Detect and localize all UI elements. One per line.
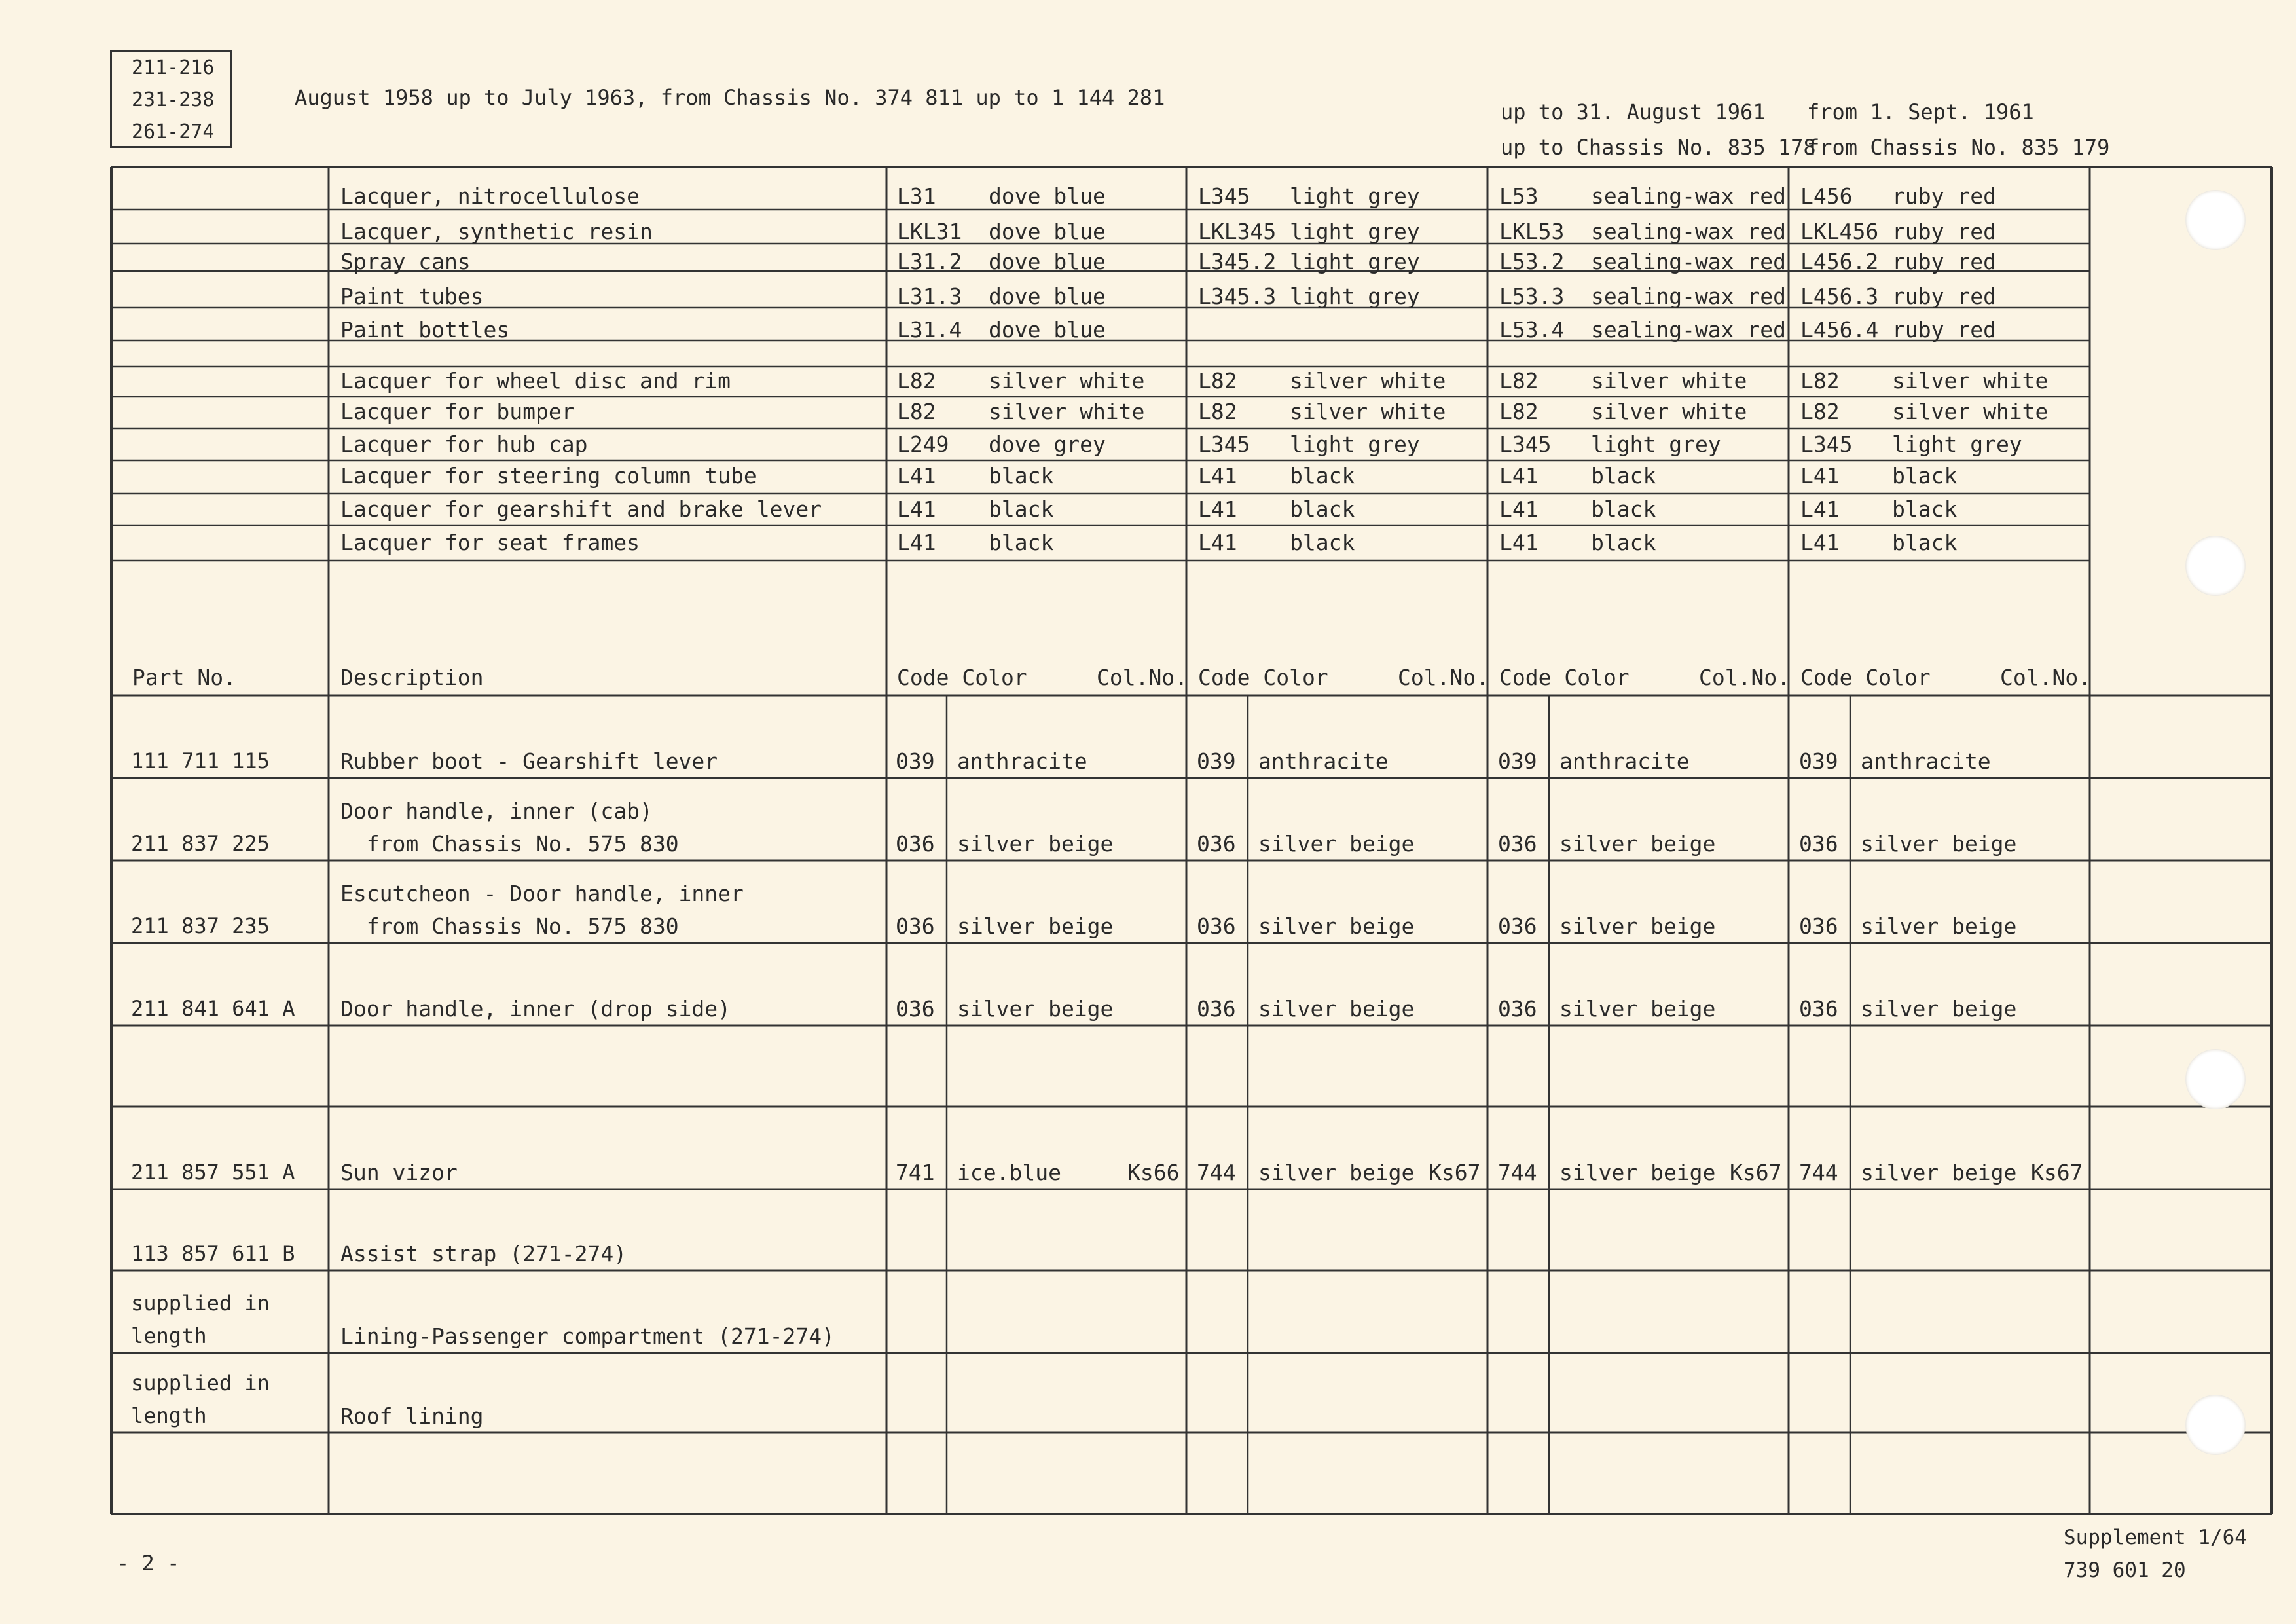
part-description: Assist strap (271-274)	[340, 1241, 627, 1266]
punch-hole	[2185, 536, 2246, 596]
period-heading: August 1958 up to July 1963, from Chassis No. 374 811 up to 1 144 281	[295, 85, 1165, 110]
lacquer-description: Lacquer for gearshift and brake lever	[340, 496, 822, 522]
punch-hole	[2185, 1395, 2246, 1455]
lacquer-code: L53.4	[1499, 317, 1565, 342]
color-name: anthracite	[957, 748, 1087, 774]
color-code: 036	[1197, 996, 1236, 1022]
lacquer-code: L345	[1499, 432, 1552, 457]
color-name: anthracite	[1559, 748, 1690, 774]
lacquer-code: L41	[1198, 496, 1237, 522]
lacquer-color: silver white	[1591, 399, 1747, 424]
lacquer-code: L41	[897, 463, 936, 489]
lacquer-code: L41	[1800, 530, 1840, 555]
part-number: supplied in	[131, 1371, 270, 1395]
part-number: length	[131, 1323, 207, 1348]
lacquer-color: ruby red	[1892, 249, 1996, 274]
color-code: 036	[1498, 913, 1537, 939]
color-number: Ks67	[1429, 1160, 1481, 1185]
color-name: silver beige	[1861, 1160, 2017, 1185]
punch-hole	[2185, 1049, 2246, 1109]
color-name: silver beige	[1258, 1160, 1415, 1185]
lacquer-color: black	[1591, 530, 1656, 555]
color-code: 741	[896, 1160, 935, 1185]
color-name: silver beige	[1861, 913, 2017, 939]
color-name: silver beige	[1258, 996, 1415, 1022]
page-number: - 2 -	[117, 1551, 180, 1576]
lacquer-code: L31.4	[897, 317, 962, 342]
color-code: 036	[1498, 996, 1537, 1022]
lacquer-code: L345.3	[1198, 284, 1277, 309]
lacquer-code: L82	[1499, 368, 1539, 394]
lacquer-color: black	[989, 463, 1054, 489]
lacquer-color: sealing-wax red	[1591, 249, 1787, 274]
lacquer-code: LKL53	[1499, 219, 1565, 244]
lacquer-code: LKL345	[1198, 219, 1277, 244]
lacquer-color: ruby red	[1892, 284, 1996, 309]
lacquer-code: L31.2	[897, 249, 962, 274]
lacquer-code: L82	[1800, 368, 1840, 394]
part-number: length	[131, 1403, 207, 1428]
color-name: ice.blue	[957, 1160, 1061, 1185]
column-header-code-color: Code Color	[1800, 665, 1931, 690]
part-description: Sun vizor	[340, 1160, 458, 1185]
part-number: 211 837 235	[131, 913, 270, 938]
lacquer-color: silver white	[1290, 399, 1446, 424]
lacquer-code: L456.2	[1800, 249, 1879, 274]
color-name: silver beige	[957, 913, 1114, 939]
color-number: Ks66	[1127, 1160, 1180, 1185]
part-number: 211 841 641 A	[131, 996, 295, 1021]
lacquer-code: L41	[1800, 463, 1840, 489]
lacquer-color: black	[1591, 496, 1656, 522]
color-name: silver beige	[1258, 831, 1415, 857]
color-code: 036	[1799, 831, 1838, 857]
column-header-col-no: Col.No.	[2000, 665, 2092, 690]
lacquer-code: L41	[1800, 496, 1840, 522]
color-number: Ks67	[1730, 1160, 1782, 1185]
lacquer-color: light grey	[1290, 432, 1420, 457]
column-header-part-no: Part No.	[132, 665, 236, 690]
lacquer-description: Lacquer, synthetic resin	[340, 219, 653, 244]
lacquer-code: L456	[1800, 183, 1853, 209]
lacquer-color: black	[1591, 463, 1656, 489]
color-name: silver beige	[1559, 913, 1716, 939]
lacquer-color: dove blue	[989, 249, 1106, 274]
color-name: silver beige	[1258, 913, 1415, 939]
lacquer-code: L345	[1198, 183, 1250, 209]
lacquer-code: L82	[1499, 399, 1539, 424]
supplement-label: Supplement 1/64	[2064, 1526, 2247, 1549]
lacquer-color: silver white	[1591, 368, 1747, 394]
lacquer-code: L41	[897, 530, 936, 555]
column-header-code-color: Code Color	[1198, 665, 1328, 690]
column-header-col-no: Col.No.	[1097, 665, 1188, 690]
color-code: 036	[1197, 913, 1236, 939]
color-code: 036	[896, 913, 935, 939]
part-description: Roof lining	[340, 1403, 484, 1429]
part-number: 113 857 611 B	[131, 1241, 295, 1266]
lacquer-description: Lacquer, nitrocellulose	[340, 183, 640, 209]
lacquer-color: silver white	[1892, 399, 2049, 424]
part-description: Door handle, inner (cab)	[340, 798, 653, 824]
lacquer-code: L41	[1499, 463, 1539, 489]
lacquer-code: L41	[897, 496, 936, 522]
lacquer-color: light grey	[1290, 219, 1420, 244]
lacquer-description: Lacquer for steering column tube	[340, 463, 757, 489]
lacquer-code: L41	[1198, 530, 1237, 555]
lacquer-code: L31.3	[897, 284, 962, 309]
col3-heading-line2: up to Chassis No. 835 178	[1501, 135, 1816, 160]
color-name: anthracite	[1258, 748, 1389, 774]
lacquer-code: L82	[1198, 399, 1237, 424]
col4-heading-line1: from 1. Sept. 1961	[1807, 100, 2034, 124]
type-number: 261-274	[132, 120, 215, 143]
color-name: silver beige	[1559, 831, 1716, 857]
col4-heading-line2: from Chassis No. 835 179	[1807, 135, 2110, 160]
color-code: 039	[1197, 748, 1236, 774]
color-code: 036	[1197, 831, 1236, 857]
lacquer-code: LKL31	[897, 219, 962, 244]
lacquer-description: Lacquer for bumper	[340, 399, 575, 424]
lacquer-color: black	[1892, 496, 1958, 522]
type-number: 231-238	[132, 88, 215, 111]
lacquer-code: L41	[1198, 463, 1237, 489]
lacquer-color: light grey	[1892, 432, 2022, 457]
document-number: 739 601 20	[2064, 1559, 2186, 1582]
color-code: 744	[1498, 1160, 1537, 1185]
color-name: silver beige	[1559, 996, 1716, 1022]
lacquer-code: L456.4	[1800, 317, 1879, 342]
color-code: 036	[1498, 831, 1537, 857]
lacquer-code: LKL456	[1800, 219, 1879, 244]
lacquer-code: L53	[1499, 183, 1539, 209]
color-name: anthracite	[1861, 748, 1991, 774]
lacquer-code: L53.2	[1499, 249, 1565, 274]
lacquer-color: black	[1892, 463, 1958, 489]
lacquer-description: Lacquer for hub cap	[340, 432, 588, 457]
color-name: silver beige	[1861, 996, 2017, 1022]
lacquer-color: black	[1290, 530, 1355, 555]
lacquer-color: dove blue	[989, 317, 1106, 342]
lacquer-color: light grey	[1591, 432, 1721, 457]
lacquer-color: silver white	[989, 399, 1145, 424]
color-number: Ks67	[2031, 1160, 2083, 1185]
lacquer-code: L31	[897, 183, 936, 209]
lacquer-color: black	[1290, 463, 1355, 489]
color-code: 036	[1799, 913, 1838, 939]
lacquer-color: black	[989, 530, 1054, 555]
lacquer-code: L345	[1800, 432, 1853, 457]
lacquer-color: light grey	[1290, 183, 1420, 209]
punch-hole	[2185, 190, 2246, 250]
lacquer-color: silver white	[1290, 368, 1446, 394]
color-name: silver beige	[1559, 1160, 1716, 1185]
lacquer-color: light grey	[1290, 249, 1420, 274]
lacquer-color: sealing-wax red	[1591, 317, 1787, 342]
lacquer-color: sealing-wax red	[1591, 183, 1787, 209]
part-description: from Chassis No. 575 830	[340, 831, 679, 857]
lacquer-color: black	[1892, 530, 1958, 555]
color-name: silver beige	[1861, 831, 2017, 857]
lacquer-description: Paint bottles	[340, 317, 510, 342]
part-description: Rubber boot - Gearshift lever	[340, 748, 718, 774]
color-code: 036	[896, 831, 935, 857]
color-code: 036	[1799, 996, 1838, 1022]
lacquer-color: dove grey	[989, 432, 1106, 457]
lacquer-color: sealing-wax red	[1591, 284, 1787, 309]
lacquer-description: Spray cans	[340, 249, 471, 274]
lacquer-code: L41	[1499, 530, 1539, 555]
lacquer-code: L82	[897, 399, 936, 424]
part-description: from Chassis No. 575 830	[340, 913, 679, 939]
color-code: 039	[896, 748, 935, 774]
lacquer-code: L345.2	[1198, 249, 1277, 274]
lacquer-code: L456.3	[1800, 284, 1879, 309]
lacquer-color: silver white	[989, 368, 1145, 394]
part-number: 211 857 551 A	[131, 1160, 295, 1185]
lacquer-description: Lacquer for wheel disc and rim	[340, 368, 731, 394]
lacquer-code: L41	[1499, 496, 1539, 522]
lacquer-code: L82	[897, 368, 936, 394]
column-header-col-no: Col.No.	[1398, 665, 1489, 690]
part-number: 111 711 115	[131, 748, 270, 773]
lacquer-description: Lacquer for seat frames	[340, 530, 640, 555]
lacquer-code: L249	[897, 432, 949, 457]
column-header-description: Description	[340, 665, 484, 690]
lacquer-code: L53.3	[1499, 284, 1565, 309]
lacquer-color: light grey	[1290, 284, 1420, 309]
column-header-col-no: Col.No.	[1699, 665, 1791, 690]
lacquer-color: silver white	[1892, 368, 2049, 394]
color-code: 036	[896, 996, 935, 1022]
color-code: 039	[1799, 748, 1838, 774]
lacquer-color: ruby red	[1892, 183, 1996, 209]
lacquer-color: ruby red	[1892, 219, 1996, 244]
column-header-code-color: Code Color	[897, 665, 1027, 690]
lacquer-code: L82	[1800, 399, 1840, 424]
color-name: silver beige	[957, 996, 1114, 1022]
col3-heading-line1: up to 31. August 1961	[1501, 100, 1766, 124]
column-header-code-color: Code Color	[1499, 665, 1630, 690]
color-name: silver beige	[957, 831, 1114, 857]
lacquer-color: dove blue	[989, 183, 1106, 209]
color-code: 039	[1498, 748, 1537, 774]
part-number: 211 837 225	[131, 831, 270, 856]
lacquer-color: dove blue	[989, 219, 1106, 244]
lacquer-code: L345	[1198, 432, 1250, 457]
part-description: Escutcheon - Door handle, inner	[340, 881, 744, 906]
lacquer-code: L82	[1198, 368, 1237, 394]
lacquer-color: black	[989, 496, 1054, 522]
part-description: Lining-Passenger compartment (271-274)	[340, 1323, 835, 1349]
color-code: 744	[1197, 1160, 1236, 1185]
lacquer-color: dove blue	[989, 284, 1106, 309]
type-number: 211-216	[132, 56, 215, 79]
lacquer-color: ruby red	[1892, 317, 1996, 342]
part-description: Door handle, inner (drop side)	[340, 996, 731, 1022]
color-code: 744	[1799, 1160, 1838, 1185]
part-number: supplied in	[131, 1291, 270, 1316]
lacquer-description: Paint tubes	[340, 284, 484, 309]
lacquer-color: black	[1290, 496, 1355, 522]
lacquer-color: sealing-wax red	[1591, 219, 1787, 244]
